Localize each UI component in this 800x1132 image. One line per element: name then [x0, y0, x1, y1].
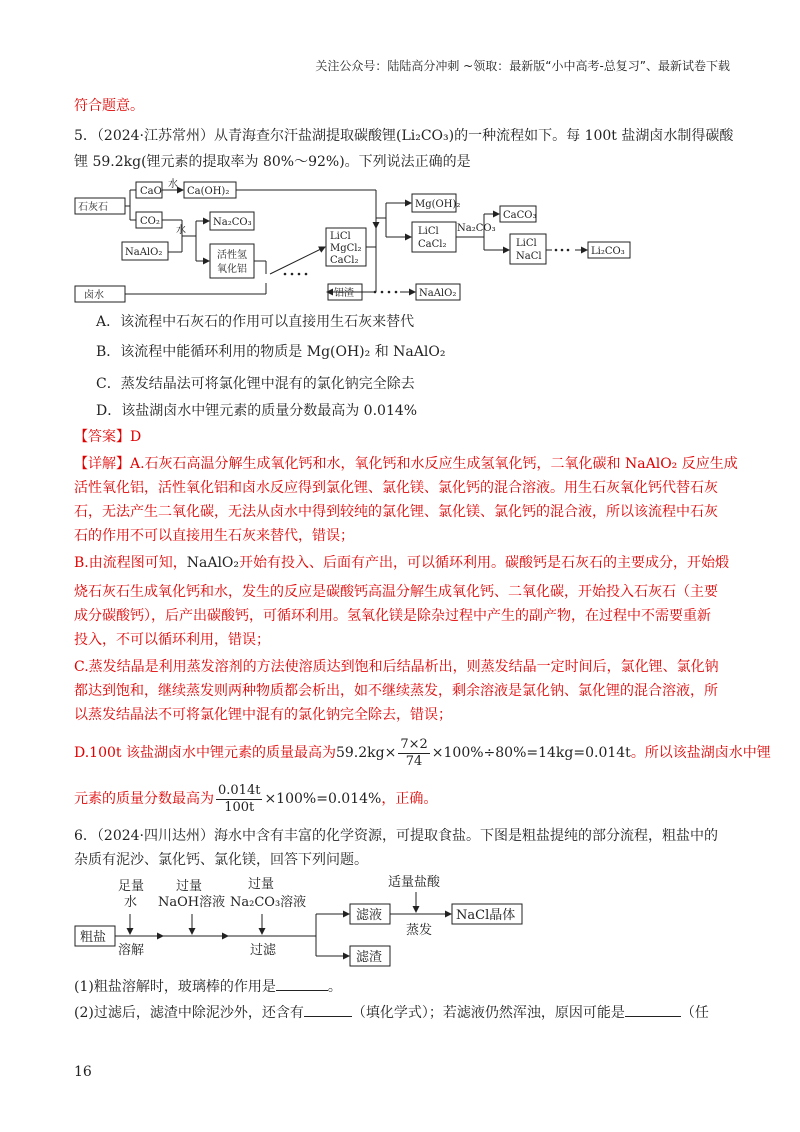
q5-explain-d1-part1: D.100t 该盐湖卤水中锂元素的质量最高为 [74, 745, 336, 761]
q6-sub2-text3: （任 [680, 1005, 709, 1021]
flow-limestone: 石灰石 [78, 202, 108, 213]
q5-stem-line1 [74, 126, 734, 146]
q5-d2-denominator: 100t [224, 799, 255, 815]
flow-water2: 水 [176, 225, 186, 236]
q5-explain-b1-part2: 开始有投入、后面有产出，可以循环利用。碳酸钙是石灰石的主要成分，开始煅 [239, 555, 730, 571]
q5-explain-d1-part2: 。所以该盐湖卤水中锂 [630, 745, 771, 761]
q5-answer: 【答案】D [74, 429, 142, 445]
q6-flow-filtrate: 滤液 [356, 908, 383, 923]
q5-d1-math-2: ×100%÷80%=14kg=0.014t [431, 745, 631, 761]
flow-co2: CO₂ [140, 216, 160, 227]
q5-d2-math: ×100%=0.014% [264, 791, 382, 807]
q6-flow-s3-bottom: 过滤 [250, 943, 277, 958]
q6-sub2-blank1[interactable] [304, 1002, 352, 1017]
q6-flow-s1-bottom: 溶解 [118, 943, 145, 958]
page-header: 关注公众号：陆陆高分冲刺 ~领取：最新版“小中高考-总复习”、最新试卷下载 [315, 59, 730, 73]
flow-cacl2: CaCl₂ [418, 239, 447, 250]
q5-d1-numerator: 7×2 [400, 736, 428, 752]
q5-explain-d1 [74, 736, 771, 770]
q6-flow-s1-top1: 足量 [118, 879, 145, 894]
flow-licl-2: LiCl [516, 238, 537, 249]
flow-brine: 卤水 [84, 290, 104, 301]
q5-d2-fraction [216, 783, 262, 816]
flow-mix-2: MgCl₂ [330, 243, 362, 254]
flow-licl-1: LiCl [418, 226, 439, 237]
flow-nacl: NaCl [516, 251, 542, 262]
q5-explain-naalo2: NaAlO₂ [186, 555, 240, 571]
q5-d2-numerator: 0.014t [218, 782, 261, 798]
q6-flow-evap: 蒸发 [406, 923, 433, 938]
page-number: 16 [74, 1064, 92, 1080]
flow-water1: 水 [168, 179, 178, 190]
q5-explain-a1: 【详解】A.石灰石高温分解生成氧化钙和水，氧化钙和水反应生成氢氧化钙，二氧化碳和 NaAlO₂ 反应生成 [74, 456, 738, 472]
q5-explain-c1: C.蒸发结晶是利用蒸发溶剂的方法使溶质达到饱和后结晶析出，则蒸发结晶一定时间后，氯化锂、氯化钠 [74, 659, 719, 675]
flow-caoh2: Ca(OH)₂ [187, 186, 230, 197]
q6-flow-s3-top2: Na₂CO₃溶液 [230, 895, 307, 910]
q6-sub2-blank2[interactable] [625, 1002, 681, 1017]
q5-explain-a2: 活性氧化铝，活性氧化铝和卤水反应得到氯化锂、氯化镁、氯化钙的混合溶液。用生石灰氧化钙代替石灰 [74, 480, 718, 496]
prev-answer-end: 符合题意。 [74, 98, 144, 114]
q5-explain-c3: 以蒸发结晶法不可将氯化锂中混有的氯化钠完全除去，错误； [74, 707, 452, 723]
q5-explain-d2-part1: 元素的质量分数最高为 [74, 791, 214, 807]
q5-explain-b1 [74, 553, 734, 573]
q5-explain-d2 [74, 782, 734, 816]
flow-mix-1: LiCl [330, 231, 351, 242]
flow-mix-3: CaCl₂ [330, 255, 359, 266]
flow-caco3: CaCO₃ [503, 210, 537, 221]
q5-li2co3-formula: Li₂CO₃ [401, 128, 449, 144]
flow-active-al-1: 活性氢 [217, 250, 247, 261]
q6-flow-crystal: NaCl晶体 [456, 908, 516, 923]
q5-explain-d2-part2: ，正确。 [381, 791, 438, 807]
q5-option-b: B．该流程中能循环利用的物质是 Mg(OH)₂ 和 NaAlO₂ [96, 344, 446, 360]
q5-explain-a3: 石，无法产生二氧化碳，无法从卤水中得到较纯的氯化锂、氯化镁、氯化钙的混合液，所以该流程中石灰 [74, 504, 718, 520]
flow-na2co3-label: Na₂CO₃ [457, 223, 496, 234]
q5-explain-b4: 投入，不可以循环利用，错误； [74, 632, 270, 648]
q6-sub1 [74, 976, 734, 997]
flow-naalo2-out: NaAlO₂ [419, 288, 457, 299]
q6-sub1-end: 。 [327, 979, 342, 995]
q5-stem-part2: )的一种流程如下。每 100t 盐湖卤水制得碳酸 [448, 128, 734, 144]
q6-sub1-blank[interactable] [276, 976, 328, 991]
flow-naalo2-in: NaAlO₂ [125, 247, 163, 258]
flow-al-residue: 铝渣 [334, 288, 354, 299]
q6-sub2-text2: （填化学式）；若滤液仍然浑浊，原因可能是 [351, 1005, 625, 1021]
flow-active-al-2: 氧化铝 [217, 264, 247, 275]
q6-flow-acid: 适量盐酸 [388, 875, 441, 890]
q6-flow-s2-top1: 过量 [176, 879, 203, 894]
q5-option-a: A．该流程中石灰石的作用可以直接用生石灰来替代 [96, 314, 415, 330]
q6-flow-s2-top2: NaOH溶液 [158, 895, 226, 910]
q5-d1-fraction [398, 737, 429, 770]
q5-option-c: C．蒸发结晶法可将氯化锂中混有的氯化钠完全除去 [96, 376, 415, 392]
q6-flow-residue: 滤渣 [356, 950, 383, 965]
q6-flow-crude: 粗盐 [80, 930, 107, 945]
flow-cao: CaO [140, 186, 162, 197]
q6-flow-s3-top1: 过量 [248, 877, 275, 892]
flow-li2co3: Li₂CO₃ [591, 246, 625, 257]
q6-sub1-text: (1)粗盐溶解时，玻璃棒的作用是 [74, 979, 276, 995]
q5-stem-line2: 锂 59.2kg(锂元素的提取率为 80%～92%)。下列说法正确的是 [74, 154, 471, 170]
q5-explain-b3: 成分碳酸钙），后产出碳酸钙，可循环利用。氢氧化镁是除杂过程中产生的副产物，在过程中不需要重新 [74, 608, 711, 624]
q6-stem-line2: 杂质有泥沙、氯化钙、氯化镁，回答下列问题。 [74, 852, 368, 868]
q6-stem-line1: 6．（2024·四川达州）海水中含有丰富的化学资源，可提取食盐。下图是粗盐提纯的部分流程，粗盐中的 [74, 828, 718, 844]
q5-option-d: D．该盐湖卤水中锂元素的质量分数最高为 0.014% [96, 403, 418, 419]
flow-na2co3-box: Na₂CO₃ [213, 217, 252, 228]
q6-flowchart [70, 874, 540, 970]
q6-sub2 [74, 1002, 734, 1023]
q5-stem-part1: 5．（2024·江苏常州）从青海查尔汗盐湖提取碳酸锂( [74, 128, 402, 144]
flow-mgoh2: Mg(OH)₂ [415, 199, 461, 210]
q5-d1-math-1: 59.2kg× [335, 745, 397, 761]
q5-d1-denominator: 74 [405, 753, 423, 769]
q5-explain-c2: 都达到饱和，继续蒸发则两种物质都会析出，如不继续蒸发，剩余溶液是氯化钠、氯化锂的混合溶液，所 [74, 683, 718, 699]
q6-sub2-text1: (2)过滤后，滤渣中除泥沙外，还含有 [74, 1005, 304, 1021]
q5-flowchart [70, 178, 670, 306]
q5-explain-b1-part1: B.由流程图可知， [74, 555, 187, 571]
q5-explain-b2: 烧石灰石生成氧化钙和水，发生的反应是碳酸钙高温分解生成氧化钙、二氧化碳，开始投入石灰石（主要 [74, 584, 718, 600]
q6-flow-s1-top2: 水 [124, 895, 138, 910]
q5-explain-a4: 石的作用不可以直接用生石灰来替代，错误； [74, 528, 354, 544]
